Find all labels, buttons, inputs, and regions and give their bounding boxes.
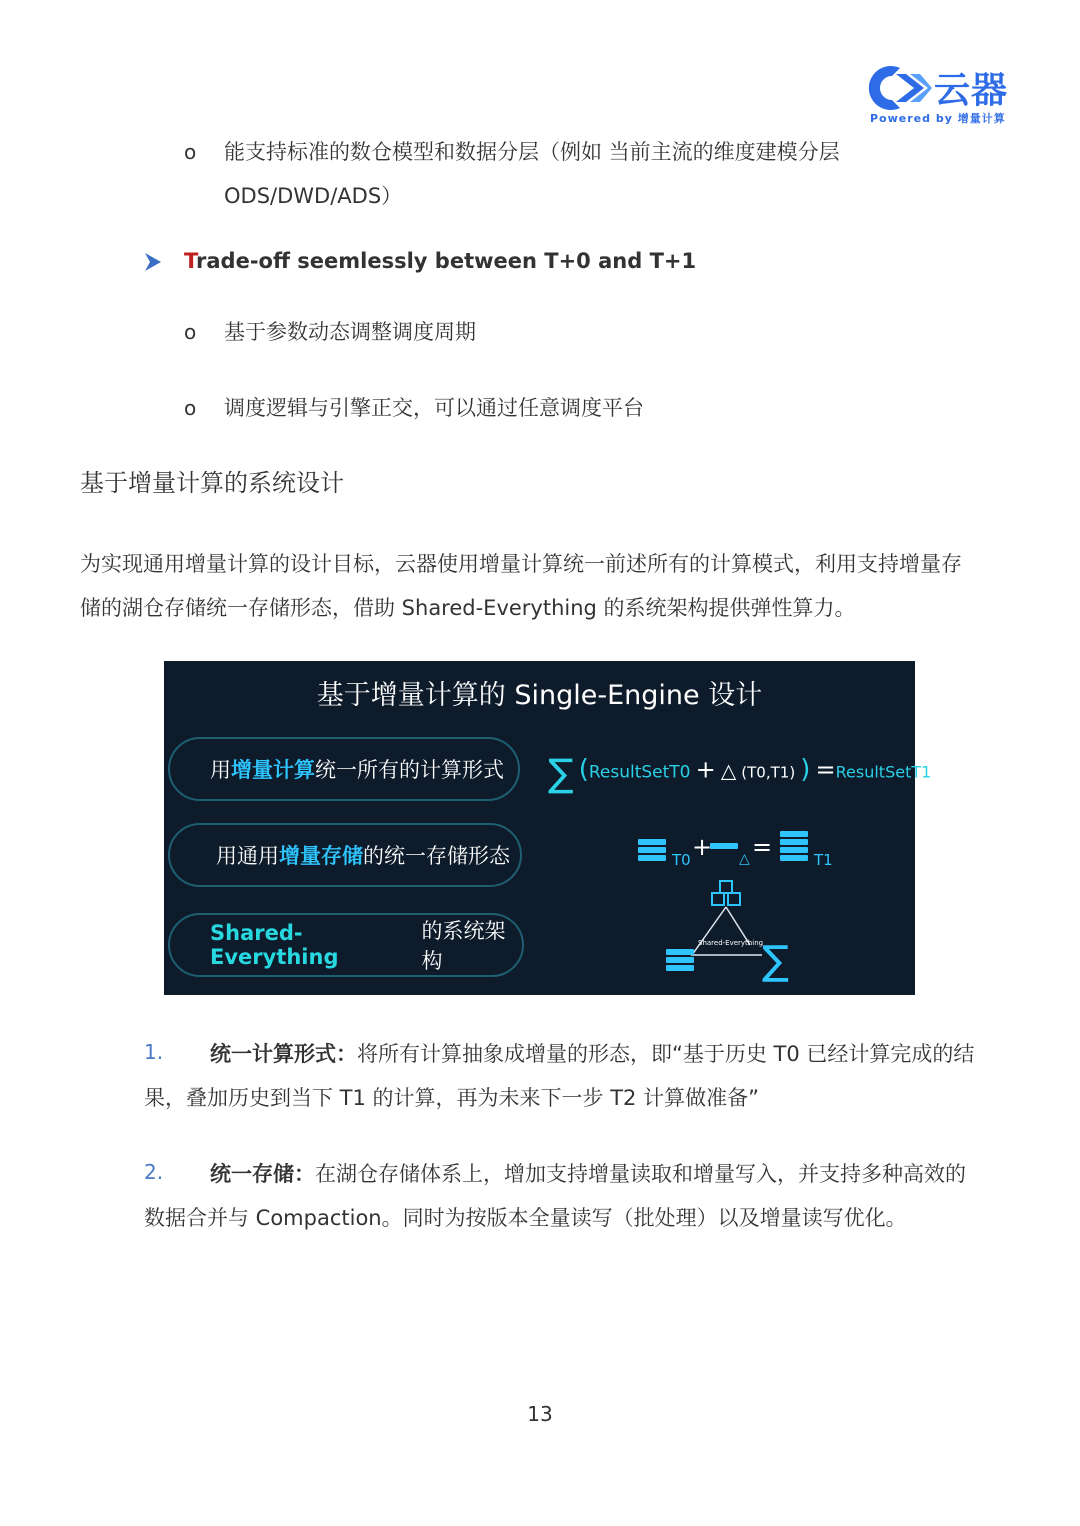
list-item-text: 能支持标准的数仓模型和数据分层（例如 当前主流的维度建模分层 xyxy=(224,140,840,164)
shared-everything-label: Shared-Everything xyxy=(698,939,764,947)
storage-t1: T1 xyxy=(814,851,833,869)
server-stack-icon xyxy=(780,831,808,861)
list-item: 基于参数动态调整调度周期 xyxy=(224,320,476,344)
logo-name: 云器 xyxy=(934,70,1009,111)
pill-text: 用通用 xyxy=(216,844,279,868)
storage-graphics xyxy=(634,829,834,984)
numbered-item-bold: 统一存储： xyxy=(210,1162,315,1186)
sigma-icon: ∑ xyxy=(762,938,789,984)
numbered-item-text: 将所有计算抽象成增量的形态，即“基于历史 T0 已经计算完成的结 xyxy=(357,1042,975,1066)
formula-plus: + xyxy=(695,755,716,784)
numbered-item-line xyxy=(210,1038,974,1068)
list-number: 1. xyxy=(144,1040,164,1064)
paragraph-line: 储的湖仓存储统一存储形态，借助 Shared-Everything 的系统架构提供弹性算力。 xyxy=(80,596,856,620)
formula-paren: ) xyxy=(800,754,811,785)
list-item-text-cont: ODS/DWD/ADS） xyxy=(224,184,403,208)
list-bullet: o xyxy=(184,396,197,420)
storage-plus: + xyxy=(692,833,713,861)
tradeoff-rest: rade-off seemlessly between T+0 and T+1 xyxy=(196,249,697,273)
numbered-item-line xyxy=(210,1158,966,1188)
formula-equals: = xyxy=(815,755,836,784)
list-item: 调度逻辑与引擎正交，可以通过任意调度平台 xyxy=(224,396,644,420)
tradeoff-first-letter: T xyxy=(184,249,197,273)
formula-t1: ResultSetT1 xyxy=(835,762,932,782)
storage-equals: = xyxy=(752,833,773,861)
pill-highlight: 增量存储 xyxy=(279,844,363,868)
server-stack-icon xyxy=(666,949,694,971)
formula-delta: △ xyxy=(720,758,737,783)
cubes-icon xyxy=(712,881,740,905)
numbered-item-line: 果，叠加历史到当下 T1 的计算，再为未来下一步 T2 计算做准备” xyxy=(144,1086,759,1110)
server-delta-icon xyxy=(710,843,738,849)
arrow-bullet-icon xyxy=(144,252,162,272)
numbered-item-line: 数据合并与 Compaction。同时为按版本全量读写（批处理）以及增量读写优化。 xyxy=(144,1206,907,1230)
tradeoff-heading xyxy=(184,249,696,273)
storage-delta: △ xyxy=(739,851,750,867)
pill-text: 的系统架构 xyxy=(421,919,506,973)
pill-text: 用 xyxy=(210,758,231,782)
storage-t0: T0 xyxy=(672,851,691,869)
formula-paren: ( xyxy=(578,754,589,785)
pill-highlight: Shared-Everything xyxy=(210,921,339,969)
logo-tagline: Powered by 增量计算 xyxy=(870,112,1006,125)
section-title: 基于增量计算的系统设计 xyxy=(80,469,344,497)
paragraph-line: 为实现通用增量计算的设计目标，云器使用增量计算统一前述所有的计算模式，利用支持增量存 xyxy=(80,552,962,576)
formula-t0: ResultSetT0 xyxy=(588,762,691,783)
numbered-item-bold: 统一计算形式： xyxy=(210,1042,357,1066)
list-number: 2. xyxy=(144,1160,164,1184)
triangle-line xyxy=(692,907,762,955)
pill-shared-everything xyxy=(168,913,524,977)
formula xyxy=(548,751,931,795)
pill-unified-storage xyxy=(168,823,522,887)
pill-text: 的统一存储形态 xyxy=(363,844,510,868)
server-stack-icon xyxy=(638,839,666,861)
numbered-item-text: 在湖仓存储体系上，增加支持增量读取和增量写入，并支持多种高效的 xyxy=(315,1162,966,1186)
list-bullet: o xyxy=(184,140,197,164)
page-number: 13 xyxy=(527,1402,553,1426)
pill-highlight: 增量计算 xyxy=(231,758,315,782)
pill-text: 统一所有的计算形式 xyxy=(315,758,504,782)
single-engine-diagram xyxy=(164,661,932,995)
formula-range: (T0,T1) xyxy=(741,763,796,782)
sigma-symbol: ∑ xyxy=(548,751,574,795)
diagram-title: 基于增量计算的 Single-Engine 设计 xyxy=(316,680,763,711)
list-bullet: o xyxy=(184,320,197,344)
pill-unified-compute xyxy=(168,737,520,801)
